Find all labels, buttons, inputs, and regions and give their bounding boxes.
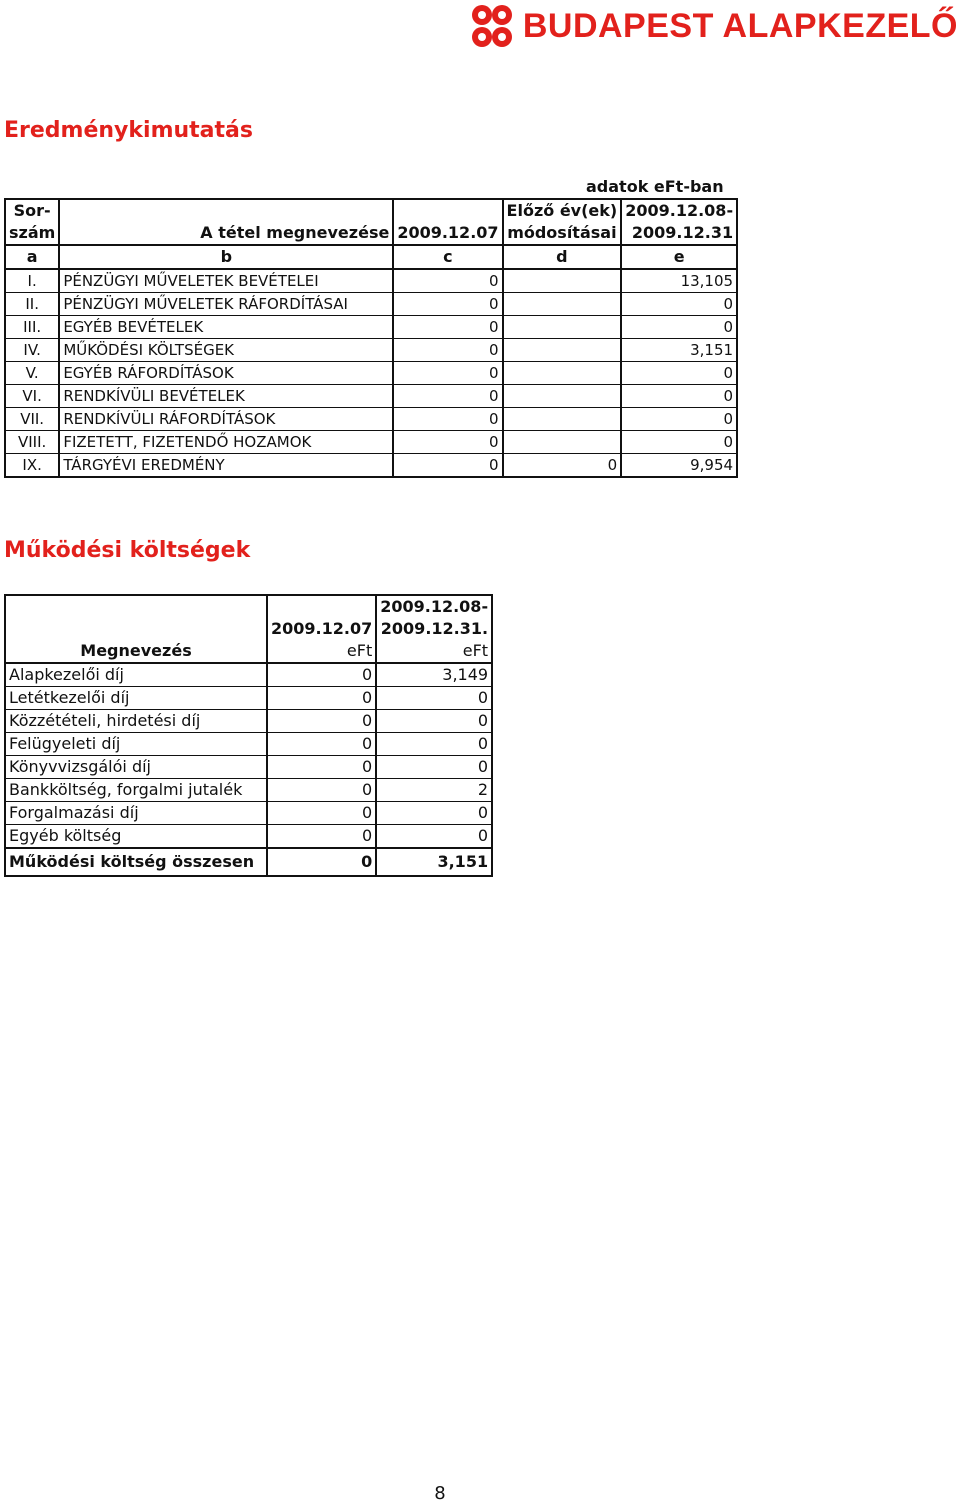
- row-number: II.: [5, 293, 59, 316]
- cost-value-1: 0: [267, 825, 376, 849]
- table-row: [5, 825, 492, 849]
- cost-value-2: 0: [376, 733, 492, 756]
- table-row: [5, 756, 492, 779]
- row-value-e: 0: [621, 316, 737, 339]
- row-value-e: 0: [621, 385, 737, 408]
- row-value-e: 0: [621, 293, 737, 316]
- row-value-c: 0: [393, 293, 502, 316]
- cost-value-1: 0: [267, 710, 376, 733]
- row-name: EGYÉB BEVÉTELEK: [59, 316, 393, 339]
- cost-value-1: 0: [267, 756, 376, 779]
- cost-name: Egyéb költség: [5, 825, 267, 849]
- total-row: [5, 848, 492, 876]
- col-e-header-1: 2009.12.08-: [621, 199, 737, 222]
- table-row: [5, 339, 737, 362]
- cost-col1-header: 2009.12.07: [267, 618, 376, 640]
- cost-name: Könyvvizsgálói díj: [5, 756, 267, 779]
- row-value-e: 0: [621, 431, 737, 454]
- brand-name: BUDAPEST ALAPKEZELŐ: [522, 7, 958, 45]
- row-value-c: 0: [393, 316, 502, 339]
- row-name: TÁRGYÉVI EREDMÉNY: [59, 454, 393, 478]
- row-value-c: 0: [393, 385, 502, 408]
- cost-value-2: 0: [376, 710, 492, 733]
- row-name: PÉNZÜGYI MŰVELETEK BEVÉTELEI: [59, 269, 393, 293]
- cost-value-2: 2: [376, 779, 492, 802]
- cost-value-1: 0: [267, 779, 376, 802]
- cost-name: Felügyeleti díj: [5, 733, 267, 756]
- row-value-c: 0: [393, 454, 502, 478]
- cost-value-2: 0: [376, 802, 492, 825]
- row-value-e: 13,105: [621, 269, 737, 293]
- row-number: III.: [5, 316, 59, 339]
- col-e-header-2: 2009.12.31: [621, 222, 737, 245]
- row-number: VIII.: [5, 431, 59, 454]
- letter-c: c: [393, 245, 502, 269]
- col-d-header-1: Előző év(ek): [503, 199, 622, 222]
- row-value-d: [503, 385, 622, 408]
- unit-note: adatok eFt-ban: [586, 177, 724, 196]
- row-value-d: [503, 339, 622, 362]
- cost-name: Letétkezelői díj: [5, 687, 267, 710]
- cost-name: Közzétételi, hirdetési díj: [5, 710, 267, 733]
- table-row: [5, 663, 492, 687]
- col-c-header-top: [393, 199, 502, 222]
- row-value-d: [503, 431, 622, 454]
- row-value-e: 9,954: [621, 454, 737, 478]
- row-value-e: 3,151: [621, 339, 737, 362]
- row-value-d: [503, 408, 622, 431]
- row-name: EGYÉB RÁFORDÍTÁSOK: [59, 362, 393, 385]
- row-value-c: 0: [393, 339, 502, 362]
- table-row: [5, 779, 492, 802]
- table-row: [5, 802, 492, 825]
- row-name: RENDKÍVÜLI RÁFORDÍTÁSOK: [59, 408, 393, 431]
- table-row: [5, 385, 737, 408]
- cost-value-1: 0: [267, 802, 376, 825]
- row-number: I.: [5, 269, 59, 293]
- total-label: Működési költség összesen: [5, 848, 267, 876]
- col-sorszam-header-2: szám: [5, 222, 59, 245]
- cost-value-1: 0: [267, 687, 376, 710]
- row-name: MŰKÖDÉSI KÖLTSÉGEK: [59, 339, 393, 362]
- row-value-d: [503, 293, 622, 316]
- cost-name-header-mid: [5, 618, 267, 640]
- cost-name: Alapkezelői díj: [5, 663, 267, 687]
- cost-name: Forgalmazási díj: [5, 802, 267, 825]
- row-value-d: 0: [503, 454, 622, 478]
- cost-col2-unit: eFt: [376, 640, 492, 663]
- table-row: [5, 362, 737, 385]
- letter-b: b: [59, 245, 393, 269]
- table-row: [5, 431, 737, 454]
- row-value-e: 0: [621, 362, 737, 385]
- row-number: VII.: [5, 408, 59, 431]
- row-number: VI.: [5, 385, 59, 408]
- cost-value-1: 0: [267, 733, 376, 756]
- table-row: [5, 316, 737, 339]
- row-value-c: 0: [393, 431, 502, 454]
- row-name: PÉNZÜGYI MŰVELETEK RÁFORDÍTÁSAI: [59, 293, 393, 316]
- row-number: IV.: [5, 339, 59, 362]
- total-value-2: 3,151: [376, 848, 492, 876]
- cost-name-header-top: [5, 595, 267, 618]
- col-name-header-top: [59, 199, 393, 222]
- cost-col1-header-top: [267, 595, 376, 618]
- cost-value-2: 0: [376, 825, 492, 849]
- table-row: [5, 733, 492, 756]
- col-name-header: A tétel megnevezése: [59, 222, 393, 245]
- brand-logo: [469, 4, 958, 48]
- letter-a: a: [5, 245, 59, 269]
- cost-col2-header-1: 2009.12.08-: [376, 595, 492, 618]
- row-value-d: [503, 269, 622, 293]
- row-value-e: 0: [621, 408, 737, 431]
- row-value-d: [503, 316, 622, 339]
- total-value-1: 0: [267, 848, 376, 876]
- table-row: [5, 454, 737, 478]
- cost-value-2: 0: [376, 687, 492, 710]
- row-number: IX.: [5, 454, 59, 478]
- operating-costs-title: Működési költségek: [4, 538, 251, 563]
- col-sorszam-header-1: Sor-: [5, 199, 59, 222]
- letter-e: e: [621, 245, 737, 269]
- row-name: RENDKÍVÜLI BEVÉTELEK: [59, 385, 393, 408]
- cost-value-2: 0: [376, 756, 492, 779]
- row-value-d: [503, 362, 622, 385]
- cost-name-header: Megnevezés: [5, 640, 267, 663]
- budapest-logo-icon: [469, 4, 515, 48]
- row-value-c: 0: [393, 362, 502, 385]
- cost-name: Bankköltség, forgalmi jutalék: [5, 779, 267, 802]
- row-name: FIZETETT, FIZETENDŐ HOZAMOK: [59, 431, 393, 454]
- cost-col1-unit: eFt: [267, 640, 376, 663]
- letter-d: d: [503, 245, 622, 269]
- cost-value-2: 3,149: [376, 663, 492, 687]
- col-d-header-2: módosításai: [503, 222, 622, 245]
- table-row: [5, 710, 492, 733]
- income-statement-title: Eredménykimutatás: [4, 118, 253, 143]
- cost-col2-header-2: 2009.12.31.: [376, 618, 492, 640]
- table-row: [5, 293, 737, 316]
- row-value-c: 0: [393, 408, 502, 431]
- row-number: V.: [5, 362, 59, 385]
- income-statement-table: [4, 198, 738, 478]
- row-value-c: 0: [393, 269, 502, 293]
- table-row: [5, 408, 737, 431]
- table-row: [5, 269, 737, 293]
- table-row: [5, 687, 492, 710]
- cost-value-1: 0: [267, 663, 376, 687]
- col-c-header: 2009.12.07: [393, 222, 502, 245]
- operating-costs-table: [4, 594, 493, 877]
- page-number: 8: [434, 1483, 446, 1504]
